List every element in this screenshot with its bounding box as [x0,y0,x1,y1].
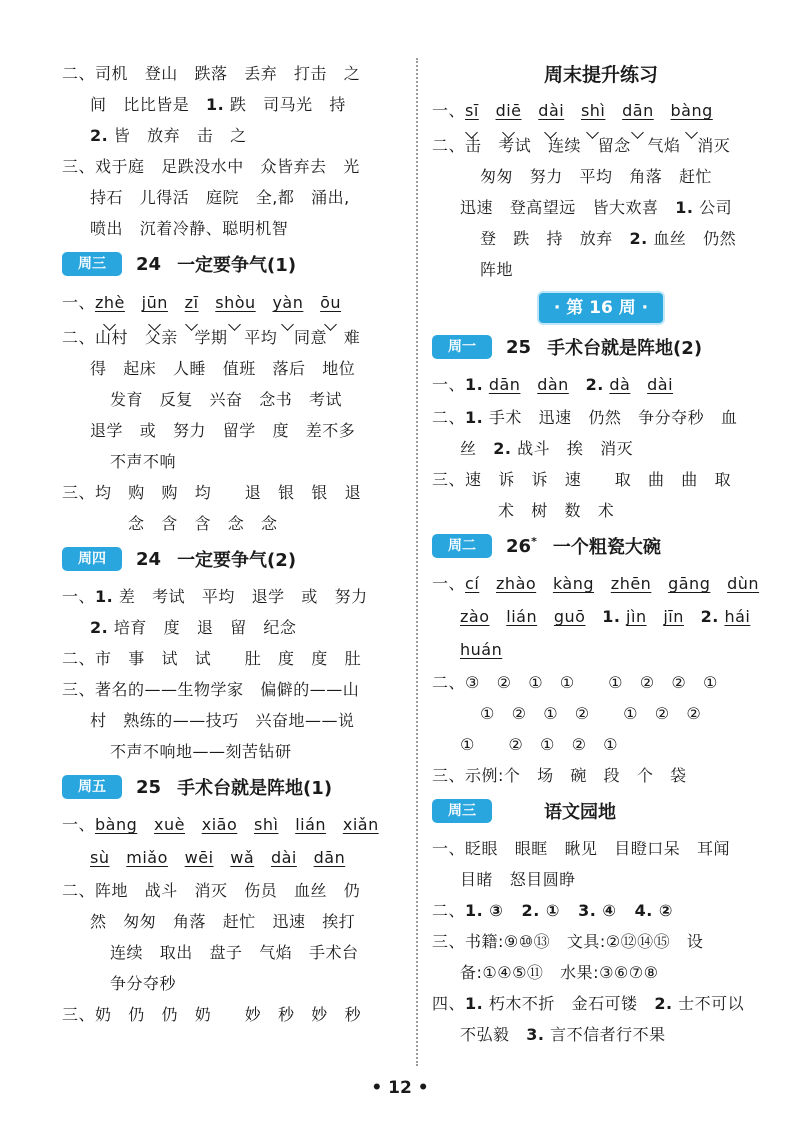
item-number: 2. [90,126,109,145]
pinyin-answer: dān [488,375,521,394]
pinyin-answer: zhào [496,574,537,593]
item-number: 1. [675,198,694,217]
answer-line: 念 含 含 念 念 [128,514,278,533]
column-divider [416,58,418,1066]
section-prefix: 四、 [432,994,466,1013]
pinyin-answer: jūn [142,286,168,320]
day-badge: 周五 [62,775,122,799]
pinyin-answer: cí [465,574,480,593]
page-number: • 12 • [371,1078,429,1098]
pinyin-answer: diē [496,94,522,128]
pinyin-answer: zhè [95,286,125,320]
lesson-number-value: 26 [506,536,532,557]
answer-text: 皆 放弃 击 之 [108,126,247,145]
answer-line: 匆匆 努力 平均 角落 赶忙 [480,167,713,186]
day-badge: 周一 [432,335,492,359]
pinyin-answer: zhēn [610,574,652,593]
answer-text: 登 跌 持 放弃 [480,229,630,248]
day-badge: 周三 [62,252,122,276]
weekend-title: 周末提升练习 [543,64,658,86]
lesson-header [432,331,770,363]
answer-line [432,433,770,464]
section-prefix: 一、 [62,293,96,312]
day-badge: 周三 [432,799,492,823]
section-prefix: 一、 [62,815,96,834]
pinyin-answer: xiāo [201,815,238,834]
answer-line [432,988,770,1019]
section-prefix: 二、 [432,408,466,427]
section-prefix: 一、 [432,375,466,394]
pinyin-answer: shòu [215,286,255,320]
answer-text: 培育 度 退 留 纪念 [108,618,297,637]
right-column [432,58,770,1050]
item-number: 3. [526,1025,545,1044]
pinyin-line [62,286,404,322]
lesson-title: 手术台就是阵地(1) [177,778,333,799]
answer-line: 退学 或 努力 留学 度 差不多 [90,421,356,440]
item-number: 1. [206,95,225,114]
item-number: 2. [493,439,512,458]
section-prefix: 一、 [432,101,466,120]
pinyin-line [432,634,770,667]
week-banner: · 第 16 周 · [539,293,663,323]
answer-line: 三、著名的——生物学家 偏僻的——山 [62,680,360,699]
pinyin-answer: sī [465,94,479,128]
answer-line [432,1019,770,1050]
answer-text: 差 考试 平均 退学 或 努力 [113,587,368,606]
pinyin-answer: wǎ [230,848,255,867]
item-number: 1. [465,375,484,394]
section-prefix: 一、 [432,574,466,593]
answer-line: 三、均 购 购 均 退 银 银 退 [62,483,362,502]
lesson-number [506,535,537,557]
pinyin-answer: bàng [95,815,138,834]
answer-line: 二、③ ② ① ① ① ② ② ① [432,673,718,692]
lesson-number: 25 [136,776,162,798]
lesson-title: 一个粗瓷大碗 [552,537,661,558]
answer-line [432,192,770,223]
answer-text: 丝 [460,439,494,458]
pinyin-line [62,842,404,875]
pinyin-answer: zào [460,607,490,626]
answer-line: 一、眨眼 眼眶 瞅见 目瞪口呆 耳闻 [432,839,731,858]
lesson-number: 24 [136,548,162,570]
item-number: 2. [629,229,648,248]
answer-line: 三、示例:个 场 碗 段 个 袋 [432,766,687,785]
answer-line [62,581,404,612]
answer-text: 公司 [693,198,733,217]
pinyin-answer: dān [313,848,346,867]
answer-line: 二、击 考试 连续 留念 气焰 消灭 [432,136,731,155]
answer-line: 三、速 诉 诉 速 取 曲 曲 取 [432,470,732,489]
section-prefix: 二、 [432,901,466,920]
day-badge: 周二 [432,534,492,558]
answer-line: 村 熟练的——技巧 兴奋地——说 [90,711,355,730]
answer-line: 二、司机 登山 跌落 丢弃 打击 之 [62,64,361,83]
pinyin-answer: miǎo [126,848,168,867]
answer-text: 言不信者行不果 [544,1025,666,1044]
pinyin-answer: dài [647,375,674,394]
lesson-title: 手术台就是阵地(2) [547,338,703,359]
pinyin-answer: jīn [663,607,684,626]
answer-text: 不弘毅 [460,1025,527,1044]
pinyin-answer: xuè [154,815,185,834]
pinyin-answer: hái [724,607,751,626]
answer-line: 阵地 [480,260,514,279]
item-number: 2. [585,375,604,394]
pinyin-line [432,94,770,130]
pinyin-answer: dài [538,94,564,128]
pinyin-answer: ōu [320,286,341,320]
pinyin-answer: lián [295,815,327,834]
answer-text: 朽木不折 金石可镂 [483,994,655,1013]
pinyin-answer: sù [90,848,110,867]
answer-text: 跌 司马光 持 [224,95,346,114]
answer-text: 1. ③ 2. ① 3. ④ 4. ② [465,901,673,920]
item-number: 2. [90,618,109,637]
pinyin-answer: zī [185,286,199,320]
answer-text: 迅速 登高望远 皆大欢喜 [460,198,676,217]
lesson-header [432,795,770,827]
answer-text: 战斗 挨 消灭 [511,439,634,458]
answer-line: ① ② ① ② ① ② ② [480,704,702,723]
pinyin-line [432,568,770,601]
answer-line: 术 树 数 术 [498,501,615,520]
answer-line: 二、市 事 试 试 肚 度 度 肚 [62,649,362,668]
pinyin-answer: dà [609,375,631,394]
answer-text: 手术 迅速 仍然 争分夺秒 血 [483,408,738,427]
answer-line [432,402,770,433]
answer-line: 三、奶 仍 仍 奶 妙 秒 妙 秒 [62,1005,362,1024]
lesson-title: 语文园地 [544,802,616,823]
item-number: 1. [465,408,484,427]
item-number: 2. [654,994,673,1013]
answer-line: 目睹 怒目圆睁 [460,870,576,889]
pinyin-answer: xiǎn [342,815,379,834]
pinyin-answer: wēi [184,848,214,867]
answer-text: 间 比比皆是 [90,95,207,114]
answer-line: 不声不响 [110,452,177,471]
pinyin-answer: kàng [552,574,595,593]
pinyin-answer: dài [270,848,297,867]
answer-line: 二、山村 父亲 学期 平均 同意 难 [62,328,361,347]
answer-line: 持石 儿得活 庭院 全,都 涌出, [90,188,350,207]
answer-line: 备:①④⑤⑪ 水果:③⑥⑦⑧ [460,963,659,982]
pinyin-answer: dùn [727,574,760,593]
pinyin-answer: jìn [626,607,647,626]
lesson-header [62,771,404,803]
pinyin-line [432,369,770,402]
answer-line: 三、戏于庭 足跌没水中 众皆弃去 光 [62,157,360,176]
pinyin-answer: bàng [671,94,713,128]
answer-line: 发育 反复 兴奋 念书 考试 [110,390,343,409]
item-number: 1. [465,994,484,1013]
item-number: 1. [602,607,621,626]
pinyin-answer: shì [254,815,279,834]
answer-line [62,612,404,643]
answer-line [62,120,404,151]
answer-line: 连续 取出 盘子 气焰 手术台 [110,943,359,962]
answer-line [432,223,770,254]
answer-line: ① ② ① ② ① [460,735,619,754]
lesson-header [432,530,770,562]
answer-text: 血丝 仍然 [647,229,737,248]
answer-line: 得 起床 人睡 值班 落后 地位 [90,359,356,378]
left-column [62,58,404,1030]
answer-line: 不声不响地——刻苦钻研 [110,742,292,761]
answer-line: 二、阵地 战斗 消灭 伤员 血丝 仍 [62,881,361,900]
answer-line: 喷出 沉着冷静、聪明机智 [90,219,289,238]
optional-mark: * [531,535,537,548]
pinyin-line [432,601,770,634]
lesson-title: 一定要争气(2) [177,550,297,571]
answer-line: 三、书籍:⑨⑩⑬ 文具:②⑫⑭⑮ 设 [432,932,704,951]
pinyin-answer: gāng [668,574,711,593]
pinyin-answer: shì [581,94,605,128]
item-number: 1. [95,587,114,606]
item-number: 2. [700,607,719,626]
day-badge: 周四 [62,547,122,571]
answer-line [432,895,770,926]
lesson-number: 24 [136,253,162,275]
answer-text: 士不可以 [672,994,745,1013]
lesson-title: 一定要争气(1) [177,255,297,276]
pinyin-answer: huán [460,640,503,659]
answer-line: 然 匆匆 角落 赶忙 迅速 挨打 [90,912,356,931]
pinyin-answer: dàn [537,375,569,394]
answer-line: 争分夺秒 [110,974,177,993]
pinyin-answer: lián [506,607,538,626]
pinyin-answer: dān [622,94,654,128]
pinyin-line [62,809,404,842]
answer-line [62,89,404,120]
pinyin-answer: yàn [272,286,303,320]
lesson-header [62,543,404,575]
lesson-header [62,248,404,280]
pinyin-answer: guō [553,607,586,626]
lesson-number: 25 [506,336,532,358]
section-prefix: 一、 [62,587,96,606]
